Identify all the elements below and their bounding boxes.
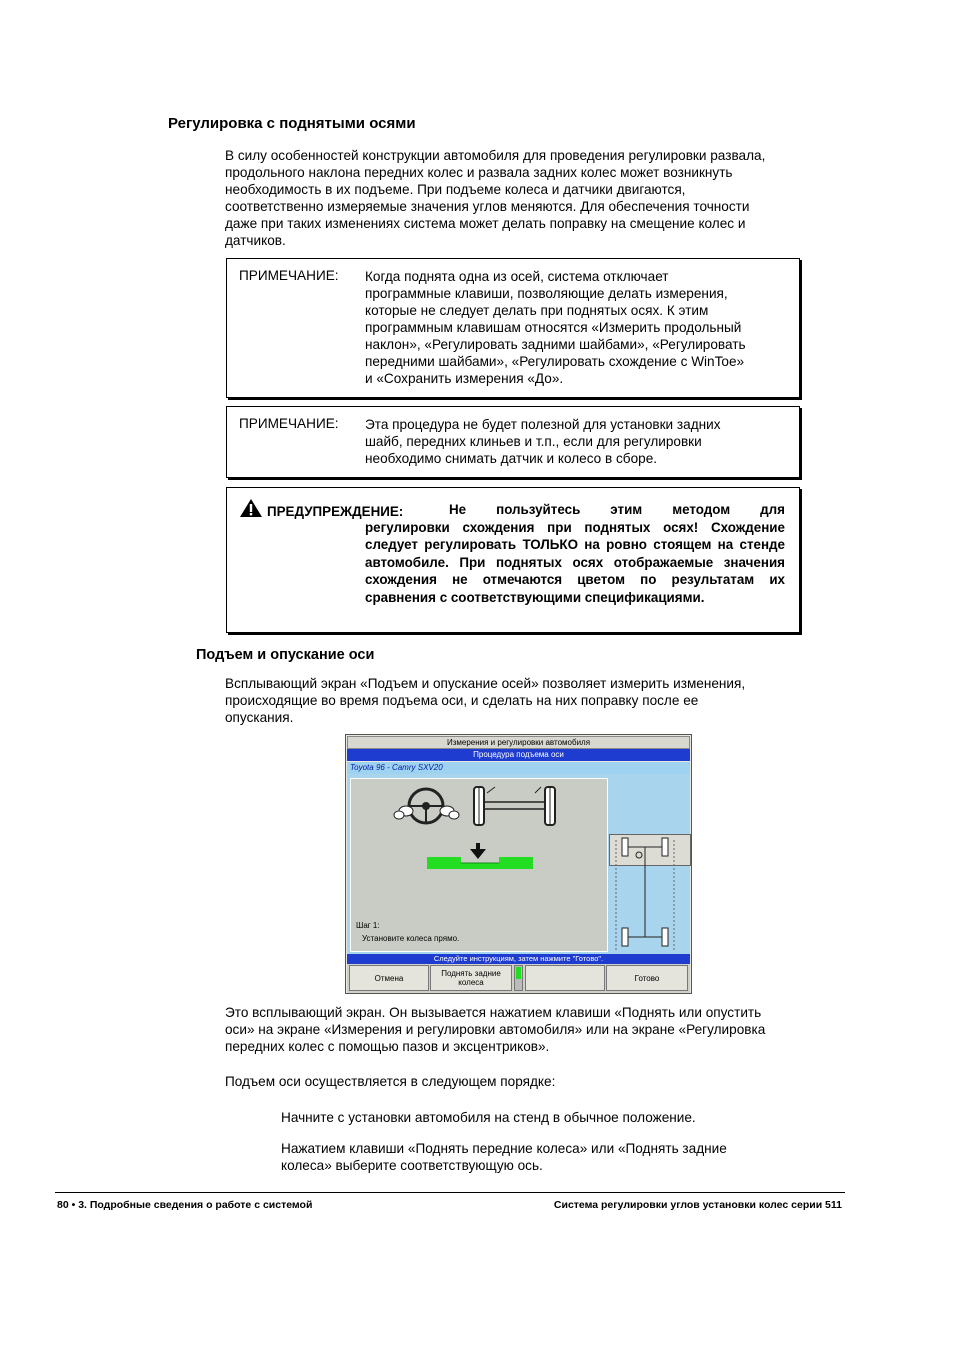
axle-wheels-icon bbox=[474, 787, 555, 825]
note-box-2 bbox=[226, 406, 800, 478]
done-button[interactable]: Готово bbox=[606, 965, 688, 991]
note-label: ПРИМЕЧАНИЕ: bbox=[239, 416, 339, 431]
raise-rear-label-2: колеса bbox=[458, 978, 484, 987]
note-line: программным клавишам относятся «Измерить продольный bbox=[365, 320, 742, 335]
warning-label-text: ПРЕДУПРЕЖДЕНИЕ: bbox=[267, 504, 404, 519]
note-line: наклон», «Регулировать задними шайбами», «Регулировать bbox=[365, 337, 746, 352]
note-line: передними шайбами», «Регулировать схождение с WinToe» bbox=[365, 354, 745, 369]
warning-box bbox=[226, 487, 800, 633]
sub-line: опускания. bbox=[225, 710, 294, 725]
empty-softkey[interactable] bbox=[525, 965, 605, 991]
step-2-text bbox=[281, 1140, 727, 1174]
alignment-gauge-icon bbox=[427, 843, 533, 869]
note-line: программные клавиши, позволяющие делать измерения, bbox=[365, 286, 728, 301]
note-line: которые не следует делать при поднятых осях. К этим bbox=[365, 303, 709, 318]
note-box-1 bbox=[226, 258, 800, 398]
step-text: Установите колеса прямо. bbox=[362, 934, 460, 943]
note-line: Когда поднята одна из осей, система отключает bbox=[365, 269, 669, 284]
lift-indicator bbox=[514, 965, 523, 991]
status-bar: Следуйте инструкциям, затем нажмите "Готово". bbox=[347, 954, 690, 964]
warning-text bbox=[365, 501, 785, 606]
axle-lift-screenshot bbox=[345, 734, 692, 994]
intro-paragraph bbox=[225, 147, 765, 249]
intro-line: необходимость в их подъеме. При подъеме колеса и датчики двигаются, bbox=[225, 182, 686, 197]
note-line: шайб, передних клиньев и т.п., если для регулировки bbox=[365, 434, 702, 449]
note-line: Эта процедура не будет полезной для установки задних bbox=[365, 417, 721, 432]
section-title: Регулировка с поднятыми осями bbox=[168, 115, 416, 132]
dialog-title: Процедура подъема оси bbox=[347, 749, 690, 761]
raise-rear-label-1: Поднять задние bbox=[441, 969, 501, 978]
warning-triangle-icon bbox=[239, 498, 263, 518]
step-1-text: Начните с установки автомобиля на стенд в обычное положение. bbox=[281, 1110, 696, 1125]
after-line: оси» на экране «Измерения и регулировки автомобиля» или на экране «Регулировка bbox=[225, 1022, 766, 1037]
intro-line: продольного наклона передних колес и развала задних колес может возникнуть bbox=[225, 165, 733, 180]
after-paragraph bbox=[225, 1004, 765, 1055]
step-2-line: колеса» выберите соответствующую ось. bbox=[281, 1158, 543, 1173]
note-text bbox=[365, 416, 721, 467]
note-label: ПРИМЕЧАНИЕ: bbox=[239, 268, 339, 283]
after-line: Это всплывающий экран. Он вызывается нажатием клавиши «Поднять или опустить bbox=[225, 1005, 762, 1020]
intro-line: соответственно измеряемые значения углов меняются. Для обеспечения точности bbox=[225, 199, 750, 214]
footer-left: 80 • 3. Подробные сведения о работе с системой bbox=[57, 1199, 313, 1211]
note-line: и «Сохранить измерения «До». bbox=[365, 371, 564, 386]
lift-indicator-fill bbox=[516, 967, 521, 979]
warning-rest: регулировки схождения при поднятых осях! Схождение следует регулировать ТОЛЬКО на ровно стоящем на стенде автомобиле. При поднятых осях отображаемые значения схождения не отмечаются цветом по результатам их сравнения с соответствующими спецификациями. bbox=[365, 519, 785, 605]
instruction-panel bbox=[350, 778, 608, 952]
softkey-bar bbox=[347, 964, 690, 993]
sub-paragraph bbox=[225, 675, 745, 726]
alignment-illustration bbox=[351, 779, 607, 899]
dialog-pane bbox=[347, 774, 690, 954]
intro-line: датчиков. bbox=[225, 233, 286, 248]
order-text: Подъем оси осуществляется в следующем порядке: bbox=[225, 1074, 556, 1089]
steering-wheel-icon bbox=[394, 789, 459, 823]
footer-rule bbox=[55, 1192, 845, 1193]
step-label: Шаг 1: bbox=[356, 921, 380, 930]
footer-right: Система регулировки углов установки колес серии 511 bbox=[553, 1199, 842, 1211]
subsection-title: Подъем и опускание оси bbox=[196, 647, 375, 663]
sub-line: Всплывающий экран «Подъем и опускание осей» позволяет измерить изменения, bbox=[225, 676, 746, 691]
intro-line: В силу особенностей конструкции автомобиля для проведения регулировки развала, bbox=[225, 148, 766, 163]
note-line: необходимо снимать датчик и колесо в сборе. bbox=[365, 451, 658, 466]
vehicle-label: Toyota 96 - Camry SXV20 bbox=[347, 762, 690, 774]
after-line: передних колес с помощью пазов и эксцентриков». bbox=[225, 1039, 550, 1054]
note-text bbox=[365, 268, 746, 387]
cancel-button[interactable]: Отмена bbox=[349, 965, 429, 991]
window-title: Измерения и регулировки автомобиля bbox=[347, 736, 690, 749]
step-2-line: Нажатием клавиши «Поднять передние колеса» или «Поднять задние bbox=[281, 1141, 727, 1156]
raise-rear-button[interactable] bbox=[430, 965, 512, 991]
warning-first-line: Не пользуйтесь этим методом для bbox=[449, 502, 785, 517]
intro-line: даже при таких изменениях система может делать поправку на смещение колес и bbox=[225, 216, 746, 231]
sub-line: происходящие во время подъема оси, и сделать на них поправку после ее bbox=[225, 693, 699, 708]
vehicle-diagram-icon bbox=[608, 830, 690, 950]
